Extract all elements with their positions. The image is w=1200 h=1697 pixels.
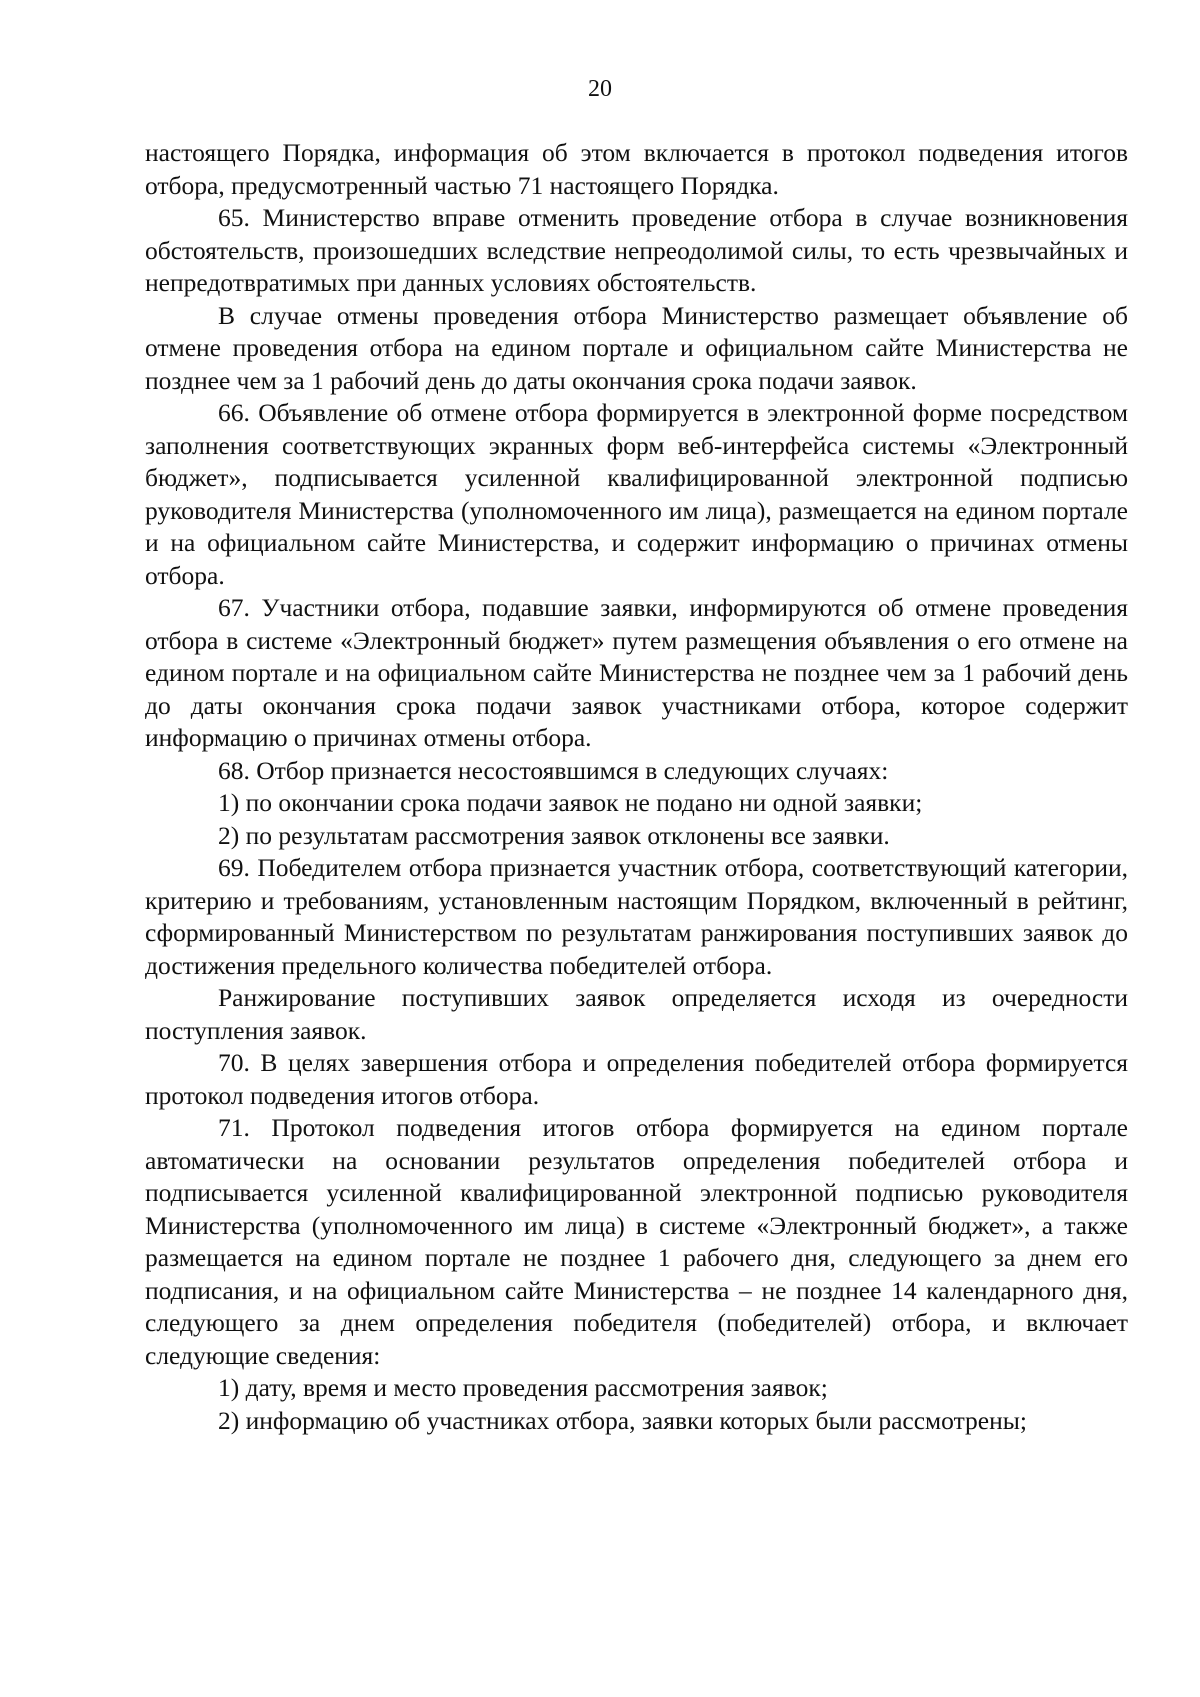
paragraph-71-item-2: 2) информацию об участниках отбора, заявки которых были рассмотрены;: [218, 1405, 1027, 1435]
paragraph-69: 69. Победителем отбора признается участник отбора, соответствующий категории, критерию и требованиям, установленным настоящим Порядком, включенный в рейтинг, сформированный Министерством по результатам ранжирования поступивших заявок до достижения предельного количества победителей отбора.: [145, 853, 1128, 980]
paragraph-67: 67. Участники отбора, подавшие заявки, информируются об отмене проведения отбора в системе «Электронный бюджет» путем размещения объявления о его отмене на едином портале и на официальном сайте Министерства не позднее чем за 1 рабочий день до даты окончания срока подачи заявок участниками отбора, которое содержит информацию о причинах отмены отбора.: [145, 593, 1128, 752]
paragraph-69-ranking: Ранжирование поступивших заявок определяется исходя из очередности поступления заявок.: [145, 983, 1128, 1045]
paragraph-70: 70. В целях завершения отбора и определения победителей отбора формируется протокол подведения итогов отбора.: [145, 1048, 1128, 1110]
paragraph-65-cancellation-notice: В случае отмены проведения отбора Министерство размещает объявление об отмене проведения отбора на едином портале и официальном сайте Министерства не позднее чем за 1 рабочий день до даты окончания срока подачи заявок.: [145, 300, 1128, 395]
document-body: [145, 137, 1128, 1437]
paragraph-68-item-2: 2) по результатам рассмотрения заявок отклонены все заявки.: [218, 820, 890, 850]
paragraph-71: 71. Протокол подведения итогов отбора формируется на едином портале автоматически на основании результатов определения победителей отбора и подписывается усиленной квалифицированной электронной подписью руководителя Министерства (уполномоченного им лица) в системе «Электронный бюджет», а также размещается на едином портале не позднее 1 рабочего дня, следующего за днем его подписания, и на официальном сайте Министерства – не позднее 14 календарного дня, следующего за днем определения победителя (победителей) отбора, и включает следующие сведения:: [145, 1113, 1128, 1370]
paragraph-65: 65. Министерство вправе отменить проведение отбора в случае возникновения обстоятельств, произошедших вследствие непреодолимой силы, то есть чрезвычайных и непредотвратимых при данных условиях обстоятельств.: [145, 203, 1128, 297]
page-number: 20: [588, 76, 612, 102]
paragraph-continuation: настоящего Порядка, информация об этом включается в протокол подведения итогов отбора, предусмотренный частью 71 настоящего Порядка.: [145, 138, 1128, 200]
paragraph-68-item-1: 1) по окончании срока подачи заявок не подано ни одной заявки;: [218, 788, 923, 817]
paragraph-66: 66. Объявление об отмене отбора формируется в электронной форме посредством заполнения соответствующих экранных форм веб-интерфейса системы «Электронный бюджет», подписывается усиленной квалифицированной электронной подписью руководителя Министерства (уполномоченного им лица), размещается на едином портале и на официальном сайте Министерства, и содержит информацию о причинах отмены отбора.: [145, 398, 1128, 590]
paragraph-71-item-1: 1) дату, время и место проведения рассмотрения заявок;: [218, 1373, 828, 1402]
paragraph-68: 68. Отбор признается несостоявшимся в следующих случаях:: [218, 755, 889, 785]
